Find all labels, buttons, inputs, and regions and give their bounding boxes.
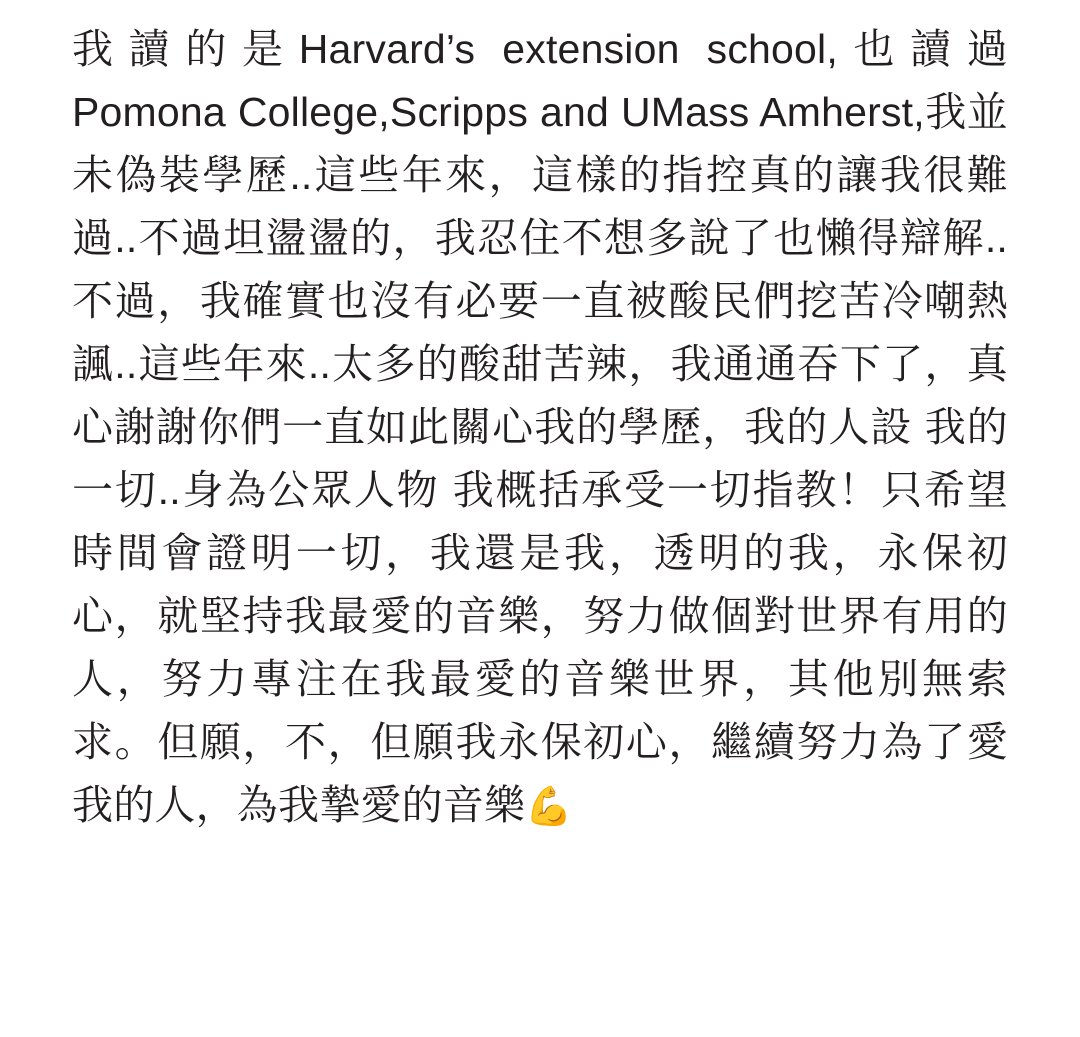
- statement-body: 我讀的是Harvard’s extension school,也讀過Pomona College,Scripps and UMass Amherst,我並未偽裝學歷..這些年來，這樣的指控真的讓我很難過..不過坦盪盪的，我忍住不想多說了也懶得辯解..不過，我確實也沒有必要一直被酸民們挖苦冷嘲熱諷..這些年來..太多的酸甜苦辣，我通通吞下了，真心謝謝你們一直如此關心我的學歷，我的人設 我的一切..身為公眾人物 我概括承受一切指教！只希望時間會證明一切，我還是我，透明的我，永保初心，就堅持我最愛的音樂，努力做個對世界有用的人，努力專注在我最愛的音樂世界，其他別無索求。但願，不，但願我永保初心，繼續努力為了愛我的人，為我摯愛的音樂: [72, 26, 1008, 828]
- statement-text: [72, 18, 1008, 838]
- flexed-biceps-emoji: 💪: [525, 784, 573, 828]
